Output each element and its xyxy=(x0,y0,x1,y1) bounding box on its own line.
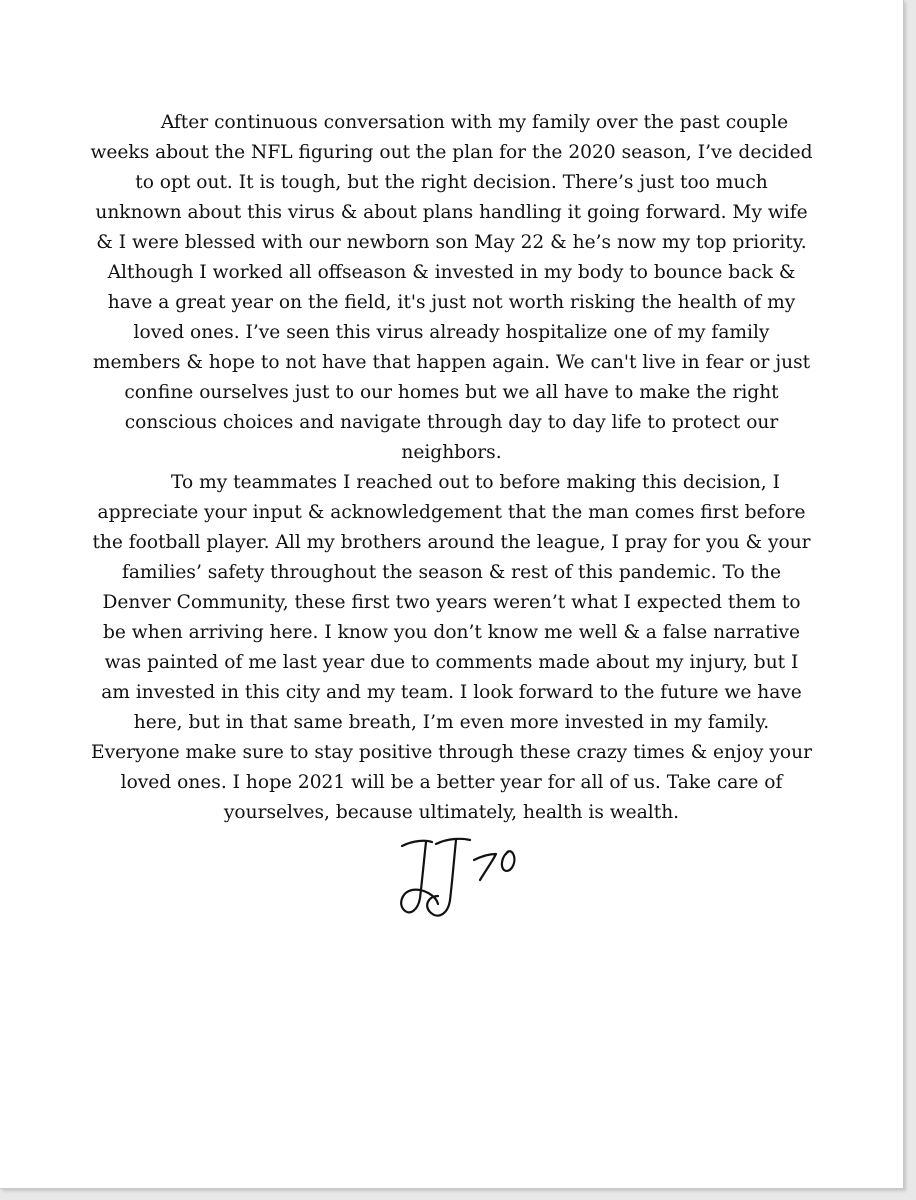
text-line: confine ourselves just to our homes but we all have to make the right xyxy=(124,382,779,403)
text-line: was painted of me last year due to comments made about my injury, but I xyxy=(104,652,799,673)
text-line: families’ safety throughout the season & rest of this pandemic. To the xyxy=(121,562,782,583)
text-line: am invested in this city and my team. I look forward to the future we have xyxy=(101,682,802,703)
paragraph-1 xyxy=(90,108,813,468)
text-line: Everyone make sure to stay positive through these crazy times & enjoy your xyxy=(91,742,812,763)
text-line: conscious choices and navigate through day to day life to protect our xyxy=(124,412,779,433)
signature-stroke xyxy=(401,841,438,913)
text-line: & I were blessed with our newborn son May 22 & he’s now my top priority. xyxy=(96,232,807,253)
text-line: the football player. All my brothers around the league, I pray for you & your xyxy=(92,532,811,553)
text-line: Denver Community, these first two years weren’t what I expected them to xyxy=(102,592,801,613)
text-line: members & hope to not have that happen again. We can't live in fear or just xyxy=(92,352,811,373)
paragraph-2 xyxy=(90,468,813,828)
text-line: to opt out. It is tough, but the right decision. There’s just too much xyxy=(135,172,768,193)
text-line: loved ones. I’ve seen this virus already hospitalize one of my family xyxy=(133,322,770,343)
signature-stroke xyxy=(474,854,496,880)
signature-stroke xyxy=(502,851,514,871)
text-line: weeks about the NFL figuring out the plan for the 2020 season, I’ve decided xyxy=(90,142,813,163)
text-line: neighbors. xyxy=(401,442,502,463)
handwritten-signature xyxy=(392,830,532,930)
text-line: unknown about this virus & about plans handling it going forward. My wife xyxy=(95,202,808,223)
letter-body xyxy=(90,108,813,828)
text-line: loved ones. I hope 2021 will be a better year for all of us. Take care of xyxy=(120,772,783,793)
signature-stroke xyxy=(427,839,470,916)
text-line: Although I worked all offseason & invested in my body to bounce back & xyxy=(107,262,796,283)
text-line: To my teammates I reached out to before making this decision, I xyxy=(171,472,780,493)
text-line: appreciate your input & acknowledgement that the man comes first before xyxy=(97,502,806,523)
text-line: After continuous conversation with my family over the past couple xyxy=(160,112,789,133)
text-line: have a great year on the field, it's just not worth risking the health of my xyxy=(107,292,796,313)
text-line: be when arriving here. I know you don’t know me well & a false narrative xyxy=(102,622,800,643)
text-line: here, but in that same breath, I’m even more invested in my family. xyxy=(133,712,770,733)
text-line: yourselves, because ultimately, health is wealth. xyxy=(223,802,680,823)
